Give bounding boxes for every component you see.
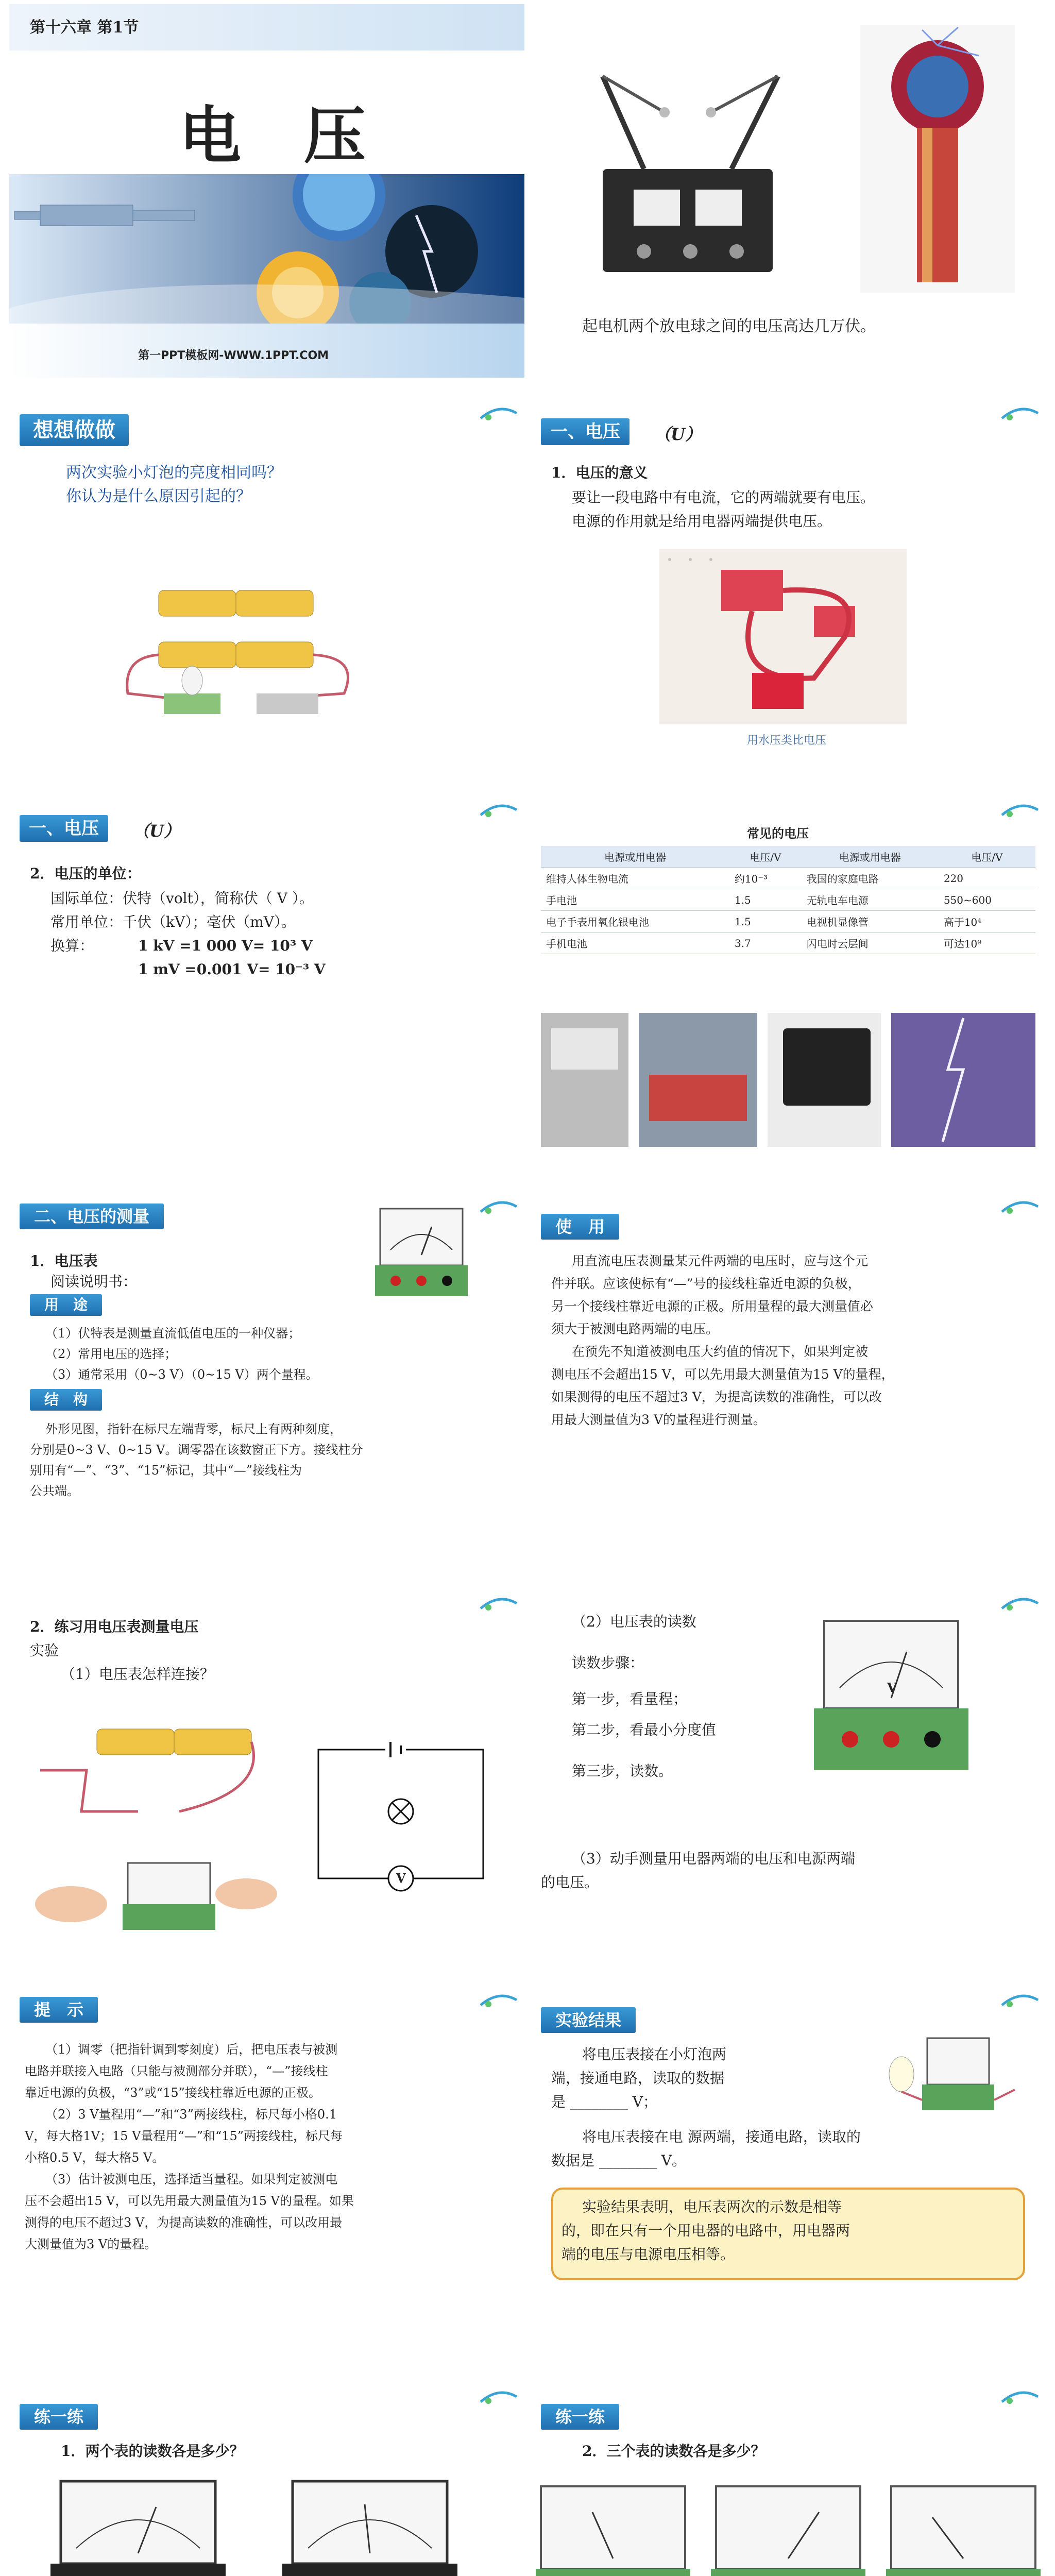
slide-electrostatic-machine [531,4,1046,378]
line-1: 要让一段电路中有电流，它的两端就要有电压。 [572,489,875,506]
line-2: 电源的作用就是给用电器两端提供电压。 [572,513,832,530]
tip-line-4: （2）3 V量程用“—”和“3”两接线柱，标尺每小格0.1 [45,2107,337,2122]
structure-4: 公共端。 [30,1484,79,1498]
water-pressure-photo [659,549,907,724]
slide-common-voltages [531,796,1046,1170]
table-row: 手机电池 3.7 闪电时云层间 可达10⁹ [541,933,1035,954]
voltmeter-symbol-label: V [396,1871,406,1886]
section-tag: 一、电压 [20,815,108,842]
step-2: 第二步，看最小分度值 [572,1721,717,1738]
use-3: （3）通常采用（0~3 V）（0~15 V）两个量程。 [45,1367,318,1382]
convert-label: 换算： [50,937,94,954]
practice-question: 2．三个表的读数各是多少？ [582,2443,765,2460]
conclusion-1: 实验结果表明，电压表两次的示数是相等 [582,2198,842,2215]
table-row: 电子手表用氧化银电池 1.5 电视机显像管 高于10⁴ [541,911,1035,933]
slide2-caption: 起电机两个放电球之间的电压高达几万伏。 [582,317,876,335]
slide-practice-1 [9,2383,524,2576]
swoosh-logo-icon [999,1990,1041,2010]
table-row: 维持人体生物电流 约10⁻³ 我国的家庭电路 220 [541,868,1035,889]
tip-line-1: （1）调零（把指针调到零刻度）后，把电压表与被测 [45,2042,338,2057]
para-6: 测电压不会超出15 V，可以先用最大测量值为15 V的量程， [551,1367,894,1382]
tips-tag: 提 示 [20,1997,98,2023]
voltmeter-illustration [809,1616,974,1786]
cover-title: 电 压 [179,99,386,172]
structure-1: 外形见图，指针在标尺左端背零，标尺上有两种刻度， [45,1422,342,1436]
structure-tag: 结 构 [30,1389,102,1411]
swoosh-logo-icon [999,800,1041,820]
result-line-3: 是 ________ V； [551,2093,658,2110]
structure-3: 别用有“—”、“3”、“15”标记，其中“—”接线柱为 [30,1463,302,1478]
slide-cover [9,4,524,378]
practice-tag: 练一练 [20,2404,98,2430]
swoosh-logo-icon [999,1593,1041,1614]
swoosh-logo-icon [478,1990,519,2010]
heading: 1．电压的意义 [551,464,648,481]
swoosh-logo-icon [478,1196,519,1217]
slide-voltmeter-measurement [9,1193,524,1567]
step-1: 第一步，看量程； [572,1690,688,1707]
tip-line-10: 大测量值为3 V的量程。 [25,2237,157,2251]
voltmeter-dial-label: V [887,1680,897,1695]
swoosh-logo-icon [999,2386,1041,2407]
tip-line-3: 靠近电源的负极，“3”或“15”接线柱靠近电源的正极。 [25,2086,321,2100]
symbol-u: （U） [654,425,702,444]
para-3: 另一个接线柱靠近电源的正极。所用量程的最大测量值必 [551,1299,874,1314]
question-3b: 的电压。 [541,1874,599,1891]
col-header: 电源或用电器 [541,846,729,868]
question-3a: （3）动手测量用电器两端的电压和电源两端 [572,1850,855,1867]
section-tag: 二、电压的测量 [20,1204,164,1229]
meter-a-illustration [45,2476,231,2576]
swoosh-logo-icon [478,800,519,820]
step-3: 第三步，读数。 [572,1762,673,1780]
para-1: 用直流电压表测量某元件两端的电压时，应与这个元 [572,1253,869,1268]
slide-think-and-do [9,400,524,773]
question: （1）电压表怎样连接？ [61,1666,214,1683]
para-2: 件并联。应该使标有“—”号的接线柱靠近电源的负极， [551,1276,861,1291]
para-5: 在预先不知道被测电压大约值的情况下，如果判定被 [572,1344,869,1359]
intl-unit: 国际单位：伏特（volt），简称伏（ V ）。 [50,890,314,907]
usage-tag: 使 用 [541,1214,619,1240]
website-url: 第一PPT模板网-WWW.1PPT.COM [138,349,329,362]
tip-line-6: 小格0.5 V，每大格5 V。 [25,2150,165,2165]
photo-caption: 用水压类比电压 [747,734,827,747]
result-line-4: 将电压表接在电 源两端，接通电路，读取的 [582,2128,861,2145]
heading: 1．电压表 [30,1252,98,1269]
section-tag: 想想做做 [20,414,129,446]
slide-voltage-units [9,796,524,1170]
results-tag: 实验结果 [541,2007,636,2033]
common-units: 常用单位：千伏（kV）；毫伏（mV）。 [50,913,296,930]
use-2: （2）常用电压的选择； [45,1347,177,1361]
para-7: 如果测得的电压不超过3 V，为提高读数的准确性，可以改 [551,1389,882,1404]
tesla-coil-photo [860,25,1015,293]
use-1: （1）伏特表是测量直流低值电压的一种仪器； [45,1326,301,1341]
voltmeter-illustration [370,1204,473,1301]
chapter-label: 第十六章 第1节 [30,19,139,37]
voltage-examples-photos [541,1013,1035,1157]
col-header: 电压/V [729,846,802,868]
col-header: 电压/V [939,846,1035,868]
steps-label: 读数步骤： [572,1654,644,1671]
conclusion-3: 端的电压与电源电压相等。 [561,2246,735,2263]
para-8: 用最大测量值为3 V的量程进行测量。 [551,1412,766,1427]
heading: （2）电压表的读数 [572,1613,696,1630]
meter-b-illustration [277,2476,463,2576]
conversion-1: 1 kV =1 000 V= 10³ V [138,937,313,954]
conversion-2: 1 mV =0.001 V= 10⁻³ V [138,961,326,978]
slide-results [531,1987,1046,2360]
heading: 2．练习用电压表测量电压 [30,1618,199,1635]
para-4: 须大于被测电路两端的电压。 [551,1321,719,1336]
connection-illustration [25,1708,282,1945]
cover-artwork-image [9,174,524,324]
result-line-5: 数据是 ________ V。 [551,2152,687,2169]
result-line-1: 将电压表接在小灯泡两 [582,2046,727,2063]
question-1: 两次实验小灯泡的亮度相同吗？ [66,464,282,482]
slide-voltage-meaning [531,400,1046,773]
swoosh-logo-icon [999,1196,1041,1217]
table-title: 常见的电压 [747,826,809,841]
slide-reading [531,1590,1046,1963]
subheading: 实验 [30,1642,59,1659]
tip-line-2: 电路并联接入电路（只能与被测部分并联），“—”接线柱 [25,2064,328,2078]
tip-line-9: 测得的电压不超过3 V，为提高读数的准确性，可以改用最 [25,2215,343,2230]
col-header: 电源或用电器 [802,846,939,868]
practice-question: 1．两个表的读数各是多少？ [61,2443,244,2460]
battery-circuit-illustration [102,575,390,730]
heading: 2．电压的单位： [30,865,141,882]
result-line-2: 端，接通电路，读取的数据 [551,2070,725,2087]
swoosh-logo-icon [999,403,1041,423]
tip-line-7: （3）估计被测电压，选择适当量程。如果判定被测电 [45,2172,338,2187]
swoosh-logo-icon [478,2386,519,2407]
voltage-table [541,846,1035,954]
section-tag: 一、电压 [541,418,629,445]
tip-line-8: 压不会超出15 V，可以先用最大测量值为15 V的量程。如果 [25,2194,354,2208]
structure-2: 分别是0~3 V、0~15 V。调零器在该数窗正下方。接线柱分 [30,1443,363,1457]
slide-practice-2 [531,2383,1046,2576]
swoosh-logo-icon [478,1593,519,1614]
question-2: 你认为是什么原因引起的？ [66,487,251,505]
subheading: 阅读说明书： [50,1273,138,1290]
practice-tag: 练一练 [541,2404,619,2430]
slide-practice-connect [9,1590,524,1963]
symbol-u: （U） [133,821,180,841]
bulb-voltmeter-illustration [881,2033,1025,2121]
table-row: 手电池 1.5 无轨电车电源 550~600 [541,889,1035,911]
three-meters-illustration [531,2481,1046,2576]
tip-line-5: V，每大格1V；15 V量程用“—”和“15”两接线柱，标尺每 [25,2129,343,2143]
electrostatic-machine-photo [572,35,809,282]
conclusion-2: 的，即在只有一个用电器的电路中，用电器两 [561,2222,850,2239]
use-tag: 用 途 [30,1294,102,1316]
slide-usage [531,1193,1046,1567]
slide-tips [9,1987,524,2360]
swoosh-logo-icon [478,403,519,423]
